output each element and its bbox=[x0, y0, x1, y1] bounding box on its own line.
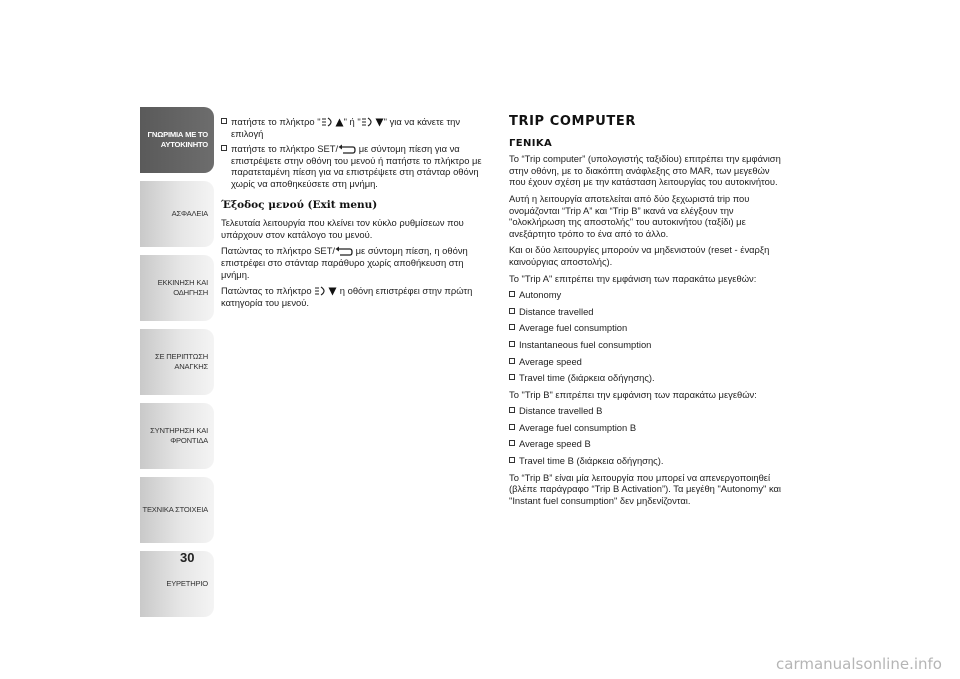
triangle-up-icon bbox=[335, 118, 344, 127]
tab-label: ΤΕΧΝΙΚΑ ΣΤΟΙΧΕΙΑ bbox=[142, 505, 208, 514]
checkbox-bullet-icon bbox=[509, 407, 515, 413]
tab-maintenance[interactable] bbox=[140, 403, 214, 469]
tab-label: ΕΚΚΙΝΗΣΗ ΚΑΙ ΟΔΗΓΗΣΗ bbox=[157, 278, 208, 297]
lever-up-down-icon bbox=[314, 286, 328, 296]
tab-starting-driving[interactable] bbox=[140, 255, 214, 321]
list-item: Average speed B bbox=[509, 438, 784, 450]
checkbox-bullet-icon bbox=[509, 341, 515, 347]
list-item: Distance travelled B bbox=[509, 405, 784, 417]
paragraph: Τελευταία λειτουργία που κλείνει τον κύκλο ρυθμίσεων που υπάρχουν στον κατάλογο του μενού. bbox=[221, 217, 464, 240]
tab-getting-to-know[interactable] bbox=[140, 107, 214, 173]
tab-technical-data[interactable] bbox=[140, 477, 214, 543]
lever-up-down-icon bbox=[361, 117, 375, 127]
tab-label: ΕΥΡΕΤΗΡΙΟ bbox=[166, 579, 208, 588]
checkbox-bullet-icon bbox=[509, 440, 515, 446]
checkbox-bullet-icon bbox=[509, 457, 515, 463]
page-number: 30 bbox=[180, 550, 195, 565]
list-item: Instantaneous fuel consumption bbox=[509, 339, 784, 351]
checkbox-bullet-icon bbox=[509, 308, 515, 314]
list-item: Travel time (διάρκεια οδήγησης). bbox=[509, 372, 784, 384]
left-column bbox=[221, 116, 491, 313]
list-item: Average fuel consumption bbox=[509, 322, 784, 334]
checkbox-bullet-icon bbox=[509, 424, 515, 430]
checkbox-bullet-icon bbox=[509, 291, 515, 297]
exit-menu-heading: Έξοδος μενού (Exit menu) bbox=[221, 198, 378, 211]
return-arrow-icon bbox=[335, 246, 353, 256]
right-column bbox=[509, 116, 784, 511]
return-arrow-icon bbox=[338, 144, 356, 154]
chapter-sidebar bbox=[140, 107, 214, 625]
paragraph: Το “Trip B” είναι μία λειτουργία που μπορεί να απενεργοποιηθεί (βλέπε παράγραφο “Trip B Activation”). Τα μεγέθη "Autonomy" και "Instant fuel consumption" δεν μηδενίζονται. bbox=[509, 471, 782, 506]
list-item: Average speed bbox=[509, 356, 784, 368]
list-item: Travel time B (διάρκεια οδήγησης). bbox=[509, 455, 784, 467]
list-item: πατήστε το πλήκτρο " " ή " " για να κάνετε την επιλογή bbox=[221, 116, 491, 139]
watermark: carmanualsonline.info bbox=[776, 655, 942, 673]
checkbox-bullet-icon bbox=[509, 374, 515, 380]
list-item: Distance travelled bbox=[509, 306, 784, 318]
paragraph: Αυτή η λειτουργία αποτελείται από δύο ξεχωριστά trip που ονομάζονται “Trip A” και “Trip B” ικανά να ελέγξουν την "ολοκλήρωση της αποστολής" του αυτοκινήτου (ταξίδι) με ανεξάρτητο τρόπο το ένα από το άλλο. bbox=[509, 192, 750, 239]
list-item: Average fuel consumption B bbox=[509, 422, 784, 434]
tab-index[interactable] bbox=[140, 551, 214, 617]
tab-label: ΑΣΦΑΛΕΙΑ bbox=[171, 209, 208, 218]
section-heading: ΓΕΝΙΚΑ bbox=[509, 137, 553, 149]
checkbox-bullet-icon bbox=[509, 324, 515, 330]
paragraph: Το "Trip A" επιτρέπει την εμφάνιση των παρακάτω μεγεθών: bbox=[509, 272, 757, 284]
list-item: Autonomy bbox=[509, 289, 784, 301]
paragraph: Και οι δύο λειτουργίες μπορούν να μηδενιστούν (reset - έναρξη καινούργιας αποστολής). bbox=[509, 244, 770, 267]
tab-label: ΓΝΩΡΙΜΙΑ ΜΕ ΤΟ ΑΥΤΟΚΙΝΗΤΟ bbox=[147, 130, 208, 149]
triangle-down-icon bbox=[328, 287, 337, 296]
paragraph: Πατώντας το πλήκτρο SET/ με σύντομη πίεση, η οθόνη επιστρέφει στο στάνταρ παράθυρο χωρίς αποθήκευση στη μνήμη. bbox=[221, 245, 468, 280]
checkbox-bullet-icon bbox=[509, 358, 515, 364]
paragraph: Το “Trip computer” (υπολογιστής ταξιδίου) επιτρέπει την εμφάνιση στην οθόνη, με το διακόπτη ανάφλεξης στο MAR, των μεγεθών που έχουν σχέση με την κατάσταση λειτουργίας του αυτοκινήτου. bbox=[509, 153, 781, 188]
checkbox-bullet-icon bbox=[221, 118, 227, 124]
tab-emergency[interactable] bbox=[140, 329, 214, 395]
page-title: TRIP COMPUTER bbox=[509, 114, 636, 129]
triangle-down-icon bbox=[375, 118, 384, 127]
paragraph: Το "Trip B" επιτρέπει την εμφάνιση των παρακάτω μεγεθών: bbox=[509, 388, 757, 400]
paragraph: Πατώντας το πλήκτρο η οθόνη επιστρέφει στην πρώτη κατηγορία του μενού. bbox=[221, 285, 473, 308]
checkbox-bullet-icon bbox=[221, 145, 227, 151]
list-item: πατήστε το πλήκτρο SET/ με σύντομη πίεση για να επιστρέψετε στην οθόνη του μενού ή πατήστε το πλήκτρο με παρατεταμένη πίεση για να επιστρέψετε στη στάνταρ οθόνη χωρίς να αποθηκεύσετε στη μνήμη. bbox=[221, 143, 491, 189]
tab-safety[interactable] bbox=[140, 181, 214, 247]
lever-up-down-icon bbox=[321, 117, 335, 127]
tab-label: ΣΕ ΠΕΡΙΠΤΩΣΗ ΑΝΑΓΚΗΣ bbox=[154, 352, 208, 371]
tab-label: ΣΥΝΤΗΡΗΣΗ ΚΑΙ ΦΡΟΝΤΙΔΑ bbox=[150, 426, 208, 445]
